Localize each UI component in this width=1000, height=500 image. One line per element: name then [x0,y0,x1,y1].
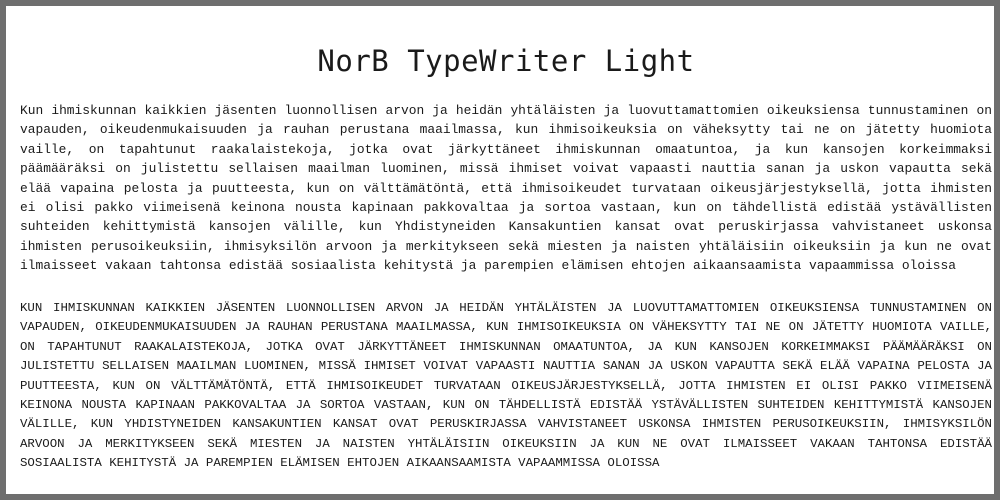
specimen-title: NorB TypeWriter Light [317,44,695,78]
sample-paragraph-lowercase: Kun ihmiskunnan kaikkien jäsenten luonnollisen arvon ja heidän yhtäläisten ja luovuttamattomien oikeuksiensa tunnustaminen on vapauden, oikeudenmukaisuuden ja rauhan perustana maailmassa, kun ihmisoikeuksia on väheksytty tai ne on jätetty huomiota vaille, on tapahtunut raakalaistekoja, jotka ovat järkyttäneet ihmiskunnan omaatuntoa, ja kun kansojen korkeimmaksi päämääräksi on julistettu sellaisen maailman luominen, missä ihmiset voivat vapaasti nauttia sanan ja uskon vapautta sekä elää vapaina pelosta ja puutteesta, kun on välttämätöntä, että ihmisoikeudet turvataan oikeusjärjestyksellä, jotta ihmisten ei olisi pakko viimeisenä keinona nousta kapinaan pakkovaltaa ja sortoa vastaan, kun on tähdellistä edistää ystävällisten suhteiden kehittymistä kansojen välille, kun Yhdistyneiden Kansakuntien kansat ovat peruskirjassa vahvistaneet uskonsa ihmisten perusoikeuksiin, ihmisyksilön arvoon ja merkitykseen sekä miesten ja naisten yhtäläisiin oikeuksiin ja kun ne ovat ilmaisseet vakaan tahtonsa edistää sosiaalista kehitystä ja parempien elämisen ehtojen aikaansaamista vapaammissa oloissa [20,103,992,274]
sample-paragraph-uppercase: KUN IHMISKUNNAN KAIKKIEN JÄSENTEN LUONNOLLISEN ARVON JA HEIDÄN YHTÄLÄISTEN JA LUOVUTTAMATTOMIEN OIKEUKSIENSA TUNNUSTAMINEN ON VAPAUDEN, OIKEUDENMUKAISUUDEN JA RAUHAN PERUSTANA MAAILMASSA, KUN IHMISOIKEUKSIA ON VÄHEKSYTTY TAI NE ON JÄTETTY HUOMIOTA VAILLE, ON TAPAHTUNUT RAAKALAISTEKOJA, JOTKA OVAT JÄRKYTTÄNEET IHMISKUNNAN OMAATUNTOA, JA KUN KANSOJEN KORKEIMMAKSI PÄÄMÄÄRÄKSI ON JULISTETTU SELLAISEN MAAILMAN LUOMINEN, MISSÄ IHMISET VOIVAT VAPAASTI NAUTTIA SANAN JA USKON VAPAUTTA SEKÄ ELÄÄ VAPAINA PELOSTA JA PUUTTEESTA, KUN ON VÄLTTÄMÄTÖNTÄ, ETTÄ IHMISOIKEUDET TURVATAAN OIKEUSJÄRJESTYKSELLÄ, JOTTA IHMISTEN EI OLISI PAKKO VIIMEISENÄ KEINONA NOUSTA KAPINAAN PAKKOVALTAA JA SORTOA VASTAAN, KUN ON TÄHDELLISTÄ EDISTÄÄ YSTÄVÄLLISTEN SUHTEIDEN KEHITTYMISTÄ KANSOJEN VÄLILLE, KUN YHDISTYNEIDEN KANSAKUNTIEN KANSAT OVAT PERUSKIRJASSA VAHVISTANEET USKONSA IHMISTEN PERUSOIKEUKSIIN, IHMISYKSILÖN ARVOON JA MERKITYKSEEN SEKÄ MIESTEN JA NAISTEN YHTÄLÄISIIN OIKEUKSIIN JA KUN NE OVAT ILMAISSEET VAKAAN TAHTONSA EDISTÄÄ SOSIAALISTA KEHITYSTÄ JA PAREMPIEN ELÄMISEN EHTOJEN AIKAANSAAMISTA VAPAAMMISSA OLOISSA [20,301,992,471]
